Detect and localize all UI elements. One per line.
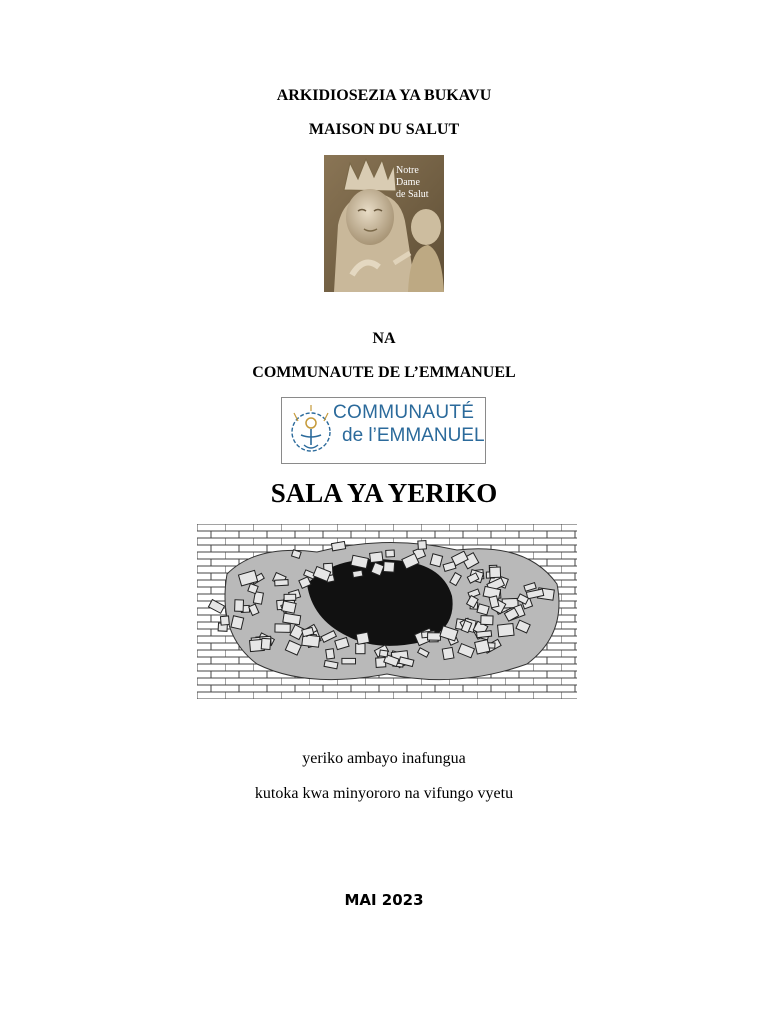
- rubble-block: [326, 649, 335, 659]
- rubble-block: [220, 616, 229, 625]
- rubble-block: [428, 633, 441, 641]
- community-heading: COMMUNAUTE DE L’EMMANUEL: [252, 364, 516, 381]
- rubble-block: [231, 616, 244, 630]
- rubble-block: [356, 644, 365, 654]
- logo-text-line2: de l’EMMANUEL: [342, 425, 485, 446]
- rubble-block: [386, 550, 395, 557]
- broken-brick-wall-image: [197, 524, 577, 699]
- rubble-block: [342, 658, 356, 664]
- rubble-block: [275, 580, 289, 586]
- rubble-block: [481, 616, 493, 625]
- rubble-block: [235, 600, 244, 612]
- rubble-block: [430, 554, 442, 567]
- rubble-block: [282, 601, 296, 613]
- conjunction-na: NA: [372, 330, 396, 347]
- logo-text-line1: COMMUNAUTÉ: [333, 402, 475, 423]
- house-heading: MAISON DU SALUT: [308, 121, 460, 138]
- archdiocese-heading: ARKIDIOSEZIA YA BUKAVU: [276, 87, 492, 104]
- rubble-block: [379, 650, 387, 657]
- rubble-block: [283, 613, 301, 624]
- rubble-block: [442, 647, 454, 659]
- rubble-block: [284, 594, 296, 600]
- statue-caption-line: Dame: [396, 177, 420, 188]
- rubble-block: [370, 552, 383, 563]
- rubble-block: [275, 624, 290, 632]
- notre-dame-statue-image: [324, 155, 444, 292]
- statue-caption-line: Notre: [396, 165, 419, 176]
- main-title: SALA YA YERIKO: [270, 478, 498, 508]
- rubble-block: [261, 638, 270, 649]
- rubble-block: [418, 541, 427, 550]
- rubble-block: [498, 624, 515, 637]
- rubble-block: [477, 631, 492, 638]
- statue-caption: [396, 165, 444, 201]
- rubble-block: [331, 541, 345, 550]
- subtitle-line1: yeriko ambayo inafungua: [302, 750, 466, 767]
- rubble-block: [489, 596, 499, 608]
- rubble-block: [356, 632, 369, 644]
- subtitle-line2: kutoka kwa minyororo na vifungo vyetu: [254, 785, 514, 802]
- rubble-block: [475, 640, 490, 654]
- emmanuel-globe-icon: [286, 399, 336, 464]
- rubble-block: [383, 562, 394, 573]
- emmanuel-community-logo: [281, 397, 486, 464]
- rubble-block: [352, 570, 362, 577]
- date-label: MAI 2023: [344, 891, 424, 909]
- rubble-block: [490, 567, 501, 578]
- statue-caption-line: de Salut: [396, 189, 429, 200]
